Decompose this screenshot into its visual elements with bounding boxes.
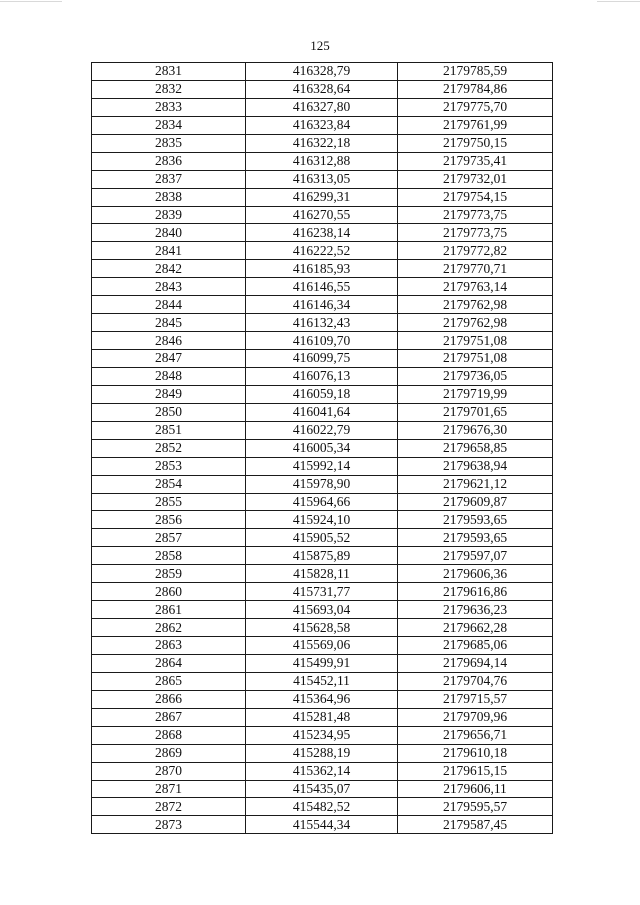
y-coordinate-cell: 2179784,86	[398, 80, 553, 98]
y-coordinate-cell: 2179610,18	[398, 744, 553, 762]
point-number-cell: 2867	[92, 708, 246, 726]
y-coordinate-cell: 2179658,85	[398, 439, 553, 457]
table-row	[92, 798, 553, 816]
x-coordinate-cell: 415452,11	[246, 672, 398, 690]
y-coordinate-cell: 2179676,30	[398, 421, 553, 439]
table-row	[92, 816, 553, 834]
point-number-cell: 2848	[92, 367, 246, 385]
y-coordinate-cell: 2179751,08	[398, 332, 553, 350]
y-coordinate-cell: 2179615,15	[398, 762, 553, 780]
y-coordinate-cell: 2179662,28	[398, 619, 553, 637]
point-number-cell: 2873	[92, 816, 246, 834]
y-coordinate-cell: 2179704,76	[398, 672, 553, 690]
x-coordinate-cell: 416185,93	[246, 260, 398, 278]
y-coordinate-cell: 2179751,08	[398, 350, 553, 368]
table-row	[92, 511, 553, 529]
point-number-cell: 2862	[92, 619, 246, 637]
x-coordinate-cell: 416327,80	[246, 98, 398, 116]
point-number-cell: 2849	[92, 385, 246, 403]
x-coordinate-cell: 416238,14	[246, 224, 398, 242]
x-coordinate-cell: 416328,64	[246, 80, 398, 98]
point-number-cell: 2859	[92, 565, 246, 583]
table-row	[92, 457, 553, 475]
table-row	[92, 170, 553, 188]
y-coordinate-cell: 2179597,07	[398, 547, 553, 565]
x-coordinate-cell: 416322,18	[246, 134, 398, 152]
x-coordinate-cell: 415964,66	[246, 493, 398, 511]
y-coordinate-cell: 2179636,23	[398, 601, 553, 619]
x-coordinate-cell: 416146,55	[246, 278, 398, 296]
table-row	[92, 260, 553, 278]
point-number-cell: 2872	[92, 798, 246, 816]
x-coordinate-cell: 416109,70	[246, 332, 398, 350]
table-row	[92, 672, 553, 690]
page-number: 125	[310, 38, 330, 53]
x-coordinate-cell: 415364,96	[246, 690, 398, 708]
y-coordinate-cell: 2179609,87	[398, 493, 553, 511]
x-coordinate-cell: 416076,13	[246, 367, 398, 385]
y-coordinate-cell: 2179785,59	[398, 63, 553, 81]
y-coordinate-cell: 2179772,82	[398, 242, 553, 260]
x-coordinate-cell: 416312,88	[246, 152, 398, 170]
point-number-cell: 2857	[92, 529, 246, 547]
table-row	[92, 583, 553, 601]
y-coordinate-cell: 2179595,57	[398, 798, 553, 816]
x-coordinate-cell: 416222,52	[246, 242, 398, 260]
point-number-cell: 2854	[92, 475, 246, 493]
scan-edge-top-right	[597, 1, 640, 2]
point-number-cell: 2863	[92, 637, 246, 655]
x-coordinate-cell: 415828,11	[246, 565, 398, 583]
table-row	[92, 654, 553, 672]
x-coordinate-cell: 416041,64	[246, 403, 398, 421]
y-coordinate-cell: 2179638,94	[398, 457, 553, 475]
y-coordinate-cell: 2179763,14	[398, 278, 553, 296]
y-coordinate-cell: 2179754,15	[398, 188, 553, 206]
point-number-cell: 2855	[92, 493, 246, 511]
point-number-cell: 2835	[92, 134, 246, 152]
table-row	[92, 601, 553, 619]
point-number-cell: 2864	[92, 654, 246, 672]
point-number-cell: 2860	[92, 583, 246, 601]
coordinates-table-body	[92, 63, 553, 834]
point-number-cell: 2837	[92, 170, 246, 188]
point-number-cell: 2871	[92, 780, 246, 798]
y-coordinate-cell: 2179773,75	[398, 206, 553, 224]
y-coordinate-cell: 2179732,01	[398, 170, 553, 188]
point-number-cell: 2845	[92, 314, 246, 332]
point-number-cell: 2853	[92, 457, 246, 475]
x-coordinate-cell: 415875,89	[246, 547, 398, 565]
point-number-cell: 2850	[92, 403, 246, 421]
point-number-cell: 2844	[92, 296, 246, 314]
point-number-cell: 2838	[92, 188, 246, 206]
x-coordinate-cell: 416005,34	[246, 439, 398, 457]
table-row	[92, 188, 553, 206]
coordinates-table	[91, 62, 553, 834]
table-row	[92, 708, 553, 726]
y-coordinate-cell: 2179616,86	[398, 583, 553, 601]
table-row	[92, 421, 553, 439]
table-row	[92, 762, 553, 780]
table-row	[92, 152, 553, 170]
x-coordinate-cell: 415569,06	[246, 637, 398, 655]
table-row	[92, 98, 553, 116]
table-row	[92, 547, 553, 565]
table-row	[92, 278, 553, 296]
table-row	[92, 350, 553, 368]
y-coordinate-cell: 2179701,65	[398, 403, 553, 421]
x-coordinate-cell: 416299,31	[246, 188, 398, 206]
table-row	[92, 475, 553, 493]
y-coordinate-cell: 2179606,11	[398, 780, 553, 798]
y-coordinate-cell: 2179593,65	[398, 511, 553, 529]
y-coordinate-cell: 2179750,15	[398, 134, 553, 152]
point-number-cell: 2868	[92, 726, 246, 744]
x-coordinate-cell: 415482,52	[246, 798, 398, 816]
table-row	[92, 134, 553, 152]
y-coordinate-cell: 2179762,98	[398, 314, 553, 332]
point-number-cell: 2865	[92, 672, 246, 690]
point-number-cell: 2841	[92, 242, 246, 260]
point-number-cell: 2834	[92, 116, 246, 134]
point-number-cell: 2839	[92, 206, 246, 224]
y-coordinate-cell: 2179719,99	[398, 385, 553, 403]
table-row	[92, 744, 553, 762]
point-number-cell: 2861	[92, 601, 246, 619]
x-coordinate-cell: 416146,34	[246, 296, 398, 314]
table-row	[92, 529, 553, 547]
point-number-cell: 2836	[92, 152, 246, 170]
x-coordinate-cell: 416270,55	[246, 206, 398, 224]
x-coordinate-cell: 415978,90	[246, 475, 398, 493]
table-row	[92, 314, 553, 332]
x-coordinate-cell: 415628,58	[246, 619, 398, 637]
table-row	[92, 690, 553, 708]
x-coordinate-cell: 415499,91	[246, 654, 398, 672]
x-coordinate-cell: 416313,05	[246, 170, 398, 188]
y-coordinate-cell: 2179587,45	[398, 816, 553, 834]
x-coordinate-cell: 415234,95	[246, 726, 398, 744]
point-number-cell: 2832	[92, 80, 246, 98]
point-number-cell: 2843	[92, 278, 246, 296]
y-coordinate-cell: 2179770,71	[398, 260, 553, 278]
x-coordinate-cell: 415924,10	[246, 511, 398, 529]
y-coordinate-cell: 2179685,06	[398, 637, 553, 655]
x-coordinate-cell: 415905,52	[246, 529, 398, 547]
y-coordinate-cell: 2179762,98	[398, 296, 553, 314]
point-number-cell: 2858	[92, 547, 246, 565]
x-coordinate-cell: 415435,07	[246, 780, 398, 798]
table-row	[92, 726, 553, 744]
y-coordinate-cell: 2179621,12	[398, 475, 553, 493]
table-row	[92, 332, 553, 350]
point-number-cell: 2846	[92, 332, 246, 350]
table-row	[92, 80, 553, 98]
x-coordinate-cell: 416099,75	[246, 350, 398, 368]
point-number-cell: 2831	[92, 63, 246, 81]
x-coordinate-cell: 415731,77	[246, 583, 398, 601]
y-coordinate-cell: 2179709,96	[398, 708, 553, 726]
table-row	[92, 367, 553, 385]
point-number-cell: 2870	[92, 762, 246, 780]
scan-edge-top-left	[0, 1, 62, 2]
y-coordinate-cell: 2179593,65	[398, 529, 553, 547]
table-row	[92, 224, 553, 242]
x-coordinate-cell: 416022,79	[246, 421, 398, 439]
y-coordinate-cell: 2179775,70	[398, 98, 553, 116]
table-row	[92, 385, 553, 403]
point-number-cell: 2866	[92, 690, 246, 708]
y-coordinate-cell: 2179656,71	[398, 726, 553, 744]
point-number-cell: 2840	[92, 224, 246, 242]
point-number-cell: 2842	[92, 260, 246, 278]
point-number-cell: 2851	[92, 421, 246, 439]
table-row	[92, 206, 553, 224]
y-coordinate-cell: 2179715,57	[398, 690, 553, 708]
table-row	[92, 439, 553, 457]
x-coordinate-cell: 415288,19	[246, 744, 398, 762]
x-coordinate-cell: 415362,14	[246, 762, 398, 780]
table-row	[92, 116, 553, 134]
table-row	[92, 242, 553, 260]
table-row	[92, 619, 553, 637]
x-coordinate-cell: 415693,04	[246, 601, 398, 619]
point-number-cell: 2869	[92, 744, 246, 762]
x-coordinate-cell: 415992,14	[246, 457, 398, 475]
y-coordinate-cell: 2179694,14	[398, 654, 553, 672]
x-coordinate-cell: 416132,43	[246, 314, 398, 332]
x-coordinate-cell: 416323,84	[246, 116, 398, 134]
y-coordinate-cell: 2179735,41	[398, 152, 553, 170]
point-number-cell: 2852	[92, 439, 246, 457]
table-row	[92, 637, 553, 655]
point-number-cell: 2856	[92, 511, 246, 529]
table-row	[92, 63, 553, 81]
x-coordinate-cell: 415544,34	[246, 816, 398, 834]
y-coordinate-cell: 2179761,99	[398, 116, 553, 134]
point-number-cell: 2847	[92, 350, 246, 368]
table-row	[92, 780, 553, 798]
y-coordinate-cell: 2179606,36	[398, 565, 553, 583]
table-row	[92, 493, 553, 511]
x-coordinate-cell: 416328,79	[246, 63, 398, 81]
y-coordinate-cell: 2179736,05	[398, 367, 553, 385]
x-coordinate-cell: 416059,18	[246, 385, 398, 403]
y-coordinate-cell: 2179773,75	[398, 224, 553, 242]
table-row	[92, 403, 553, 421]
table-row	[92, 565, 553, 583]
point-number-cell: 2833	[92, 98, 246, 116]
table-row	[92, 296, 553, 314]
x-coordinate-cell: 415281,48	[246, 708, 398, 726]
